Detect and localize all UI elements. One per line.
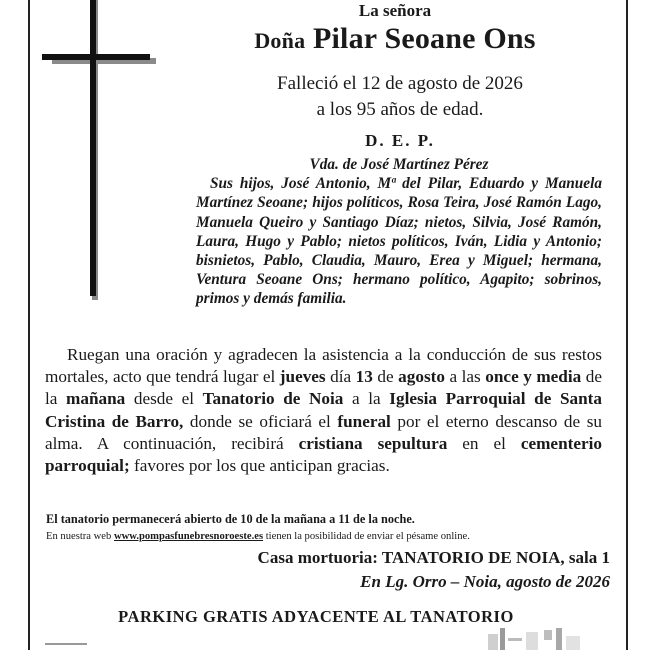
text-segment: por el eterno descanso de su alma. A continuación, recibirá [45, 411, 602, 453]
dep-label: D. E. P. [365, 131, 435, 150]
age-line: a los 95 años de edad. [316, 99, 484, 120]
text-segment: Ruegan una oración y agradecen la asistencia a la conducción de sus restos mortales, acto que tendrá lugar el [45, 345, 602, 387]
family-block [196, 155, 602, 309]
bold-segment: Iglesia Parroquial de Santa Cristina de Barro, [45, 389, 602, 431]
place-date: En Lg. Orro – Noia, agosto de 2026 [360, 572, 610, 591]
text-segment: día [325, 367, 356, 387]
bottom-decoration [45, 641, 87, 647]
casa-mortuoria: Casa mortuoria: TANATORIO DE NOIA, sala 1 [257, 548, 610, 567]
web-condolence-note [46, 531, 470, 542]
text-segment: a la [343, 389, 390, 409]
cross-horizontal [42, 54, 150, 60]
frame-left-border [28, 0, 30, 650]
text-segment: de [372, 367, 399, 387]
cross-vertical [90, 0, 96, 296]
text-segment: en el [447, 433, 521, 453]
text-segment: favores por los que anticipan gracias. [129, 456, 390, 476]
cross-icon [40, 0, 160, 300]
bold-segment: cementerio parroquial; [45, 433, 602, 476]
deceased-name [175, 22, 615, 56]
bold-segment: Tanatorio de Noia [202, 389, 344, 409]
text-segment: a las [444, 367, 486, 387]
company-logo-icon [486, 628, 586, 650]
bold-segment: funeral [337, 411, 391, 431]
parking-notice: PARKING GRATIS ADYACENTE AL TANATORIO [118, 607, 514, 626]
bold-segment: agosto [398, 367, 445, 387]
web-note-prefix: En nuestra web [46, 531, 114, 542]
ceremony-paragraph [45, 344, 602, 477]
title-la-senora: La señora [358, 1, 432, 20]
tanatorio-hours-note: El tanatorio permanecerá abierto de 10 de la mañana a 11 de la noche. [46, 512, 415, 526]
text-segment: de la [45, 367, 602, 409]
name-prefix: Doña [254, 28, 306, 53]
widow-line: Vda. de José Martínez Pérez [309, 156, 489, 173]
web-note-suffix: tienen la posibilidad de enviar el pésame online. [263, 531, 470, 542]
bold-segment: 13 [355, 367, 373, 387]
death-date: Falleció el 12 de agosto de 2026 [277, 73, 523, 94]
bold-segment: mañana [66, 389, 126, 409]
text-segment: desde el [125, 389, 203, 409]
bold-segment: jueves [279, 367, 326, 387]
text-segment: donde se oficiará el [183, 411, 338, 431]
bold-segment: cristiana sepultura [298, 433, 448, 453]
website-link[interactable]: www.pompasfunebresnoroeste.es [113, 531, 264, 542]
bold-segment: once y media [485, 367, 582, 387]
name-text: Pilar Seoane Ons [312, 22, 536, 55]
family-list: Sus hijos, José Antonio, Mª del Pilar, Eduardo y Manuela Martínez Seoane; hijos políticos, Rosa Teira, José Ramón Lago, Manuela Queiro y Santiago Díaz; nietos, Silvia, José Ramón, Laura, Hugo y Pablo; nietos políticos, Iván, Lidia y Antonio; bisnietos, Pablo, Claudia, Mauro, Erea y Miguel; hermana, Ventura Seoane Ons; hermano político, Agapito; sobrinos, primos y demás familia. [196, 175, 602, 308]
frame-right-border [626, 0, 628, 650]
